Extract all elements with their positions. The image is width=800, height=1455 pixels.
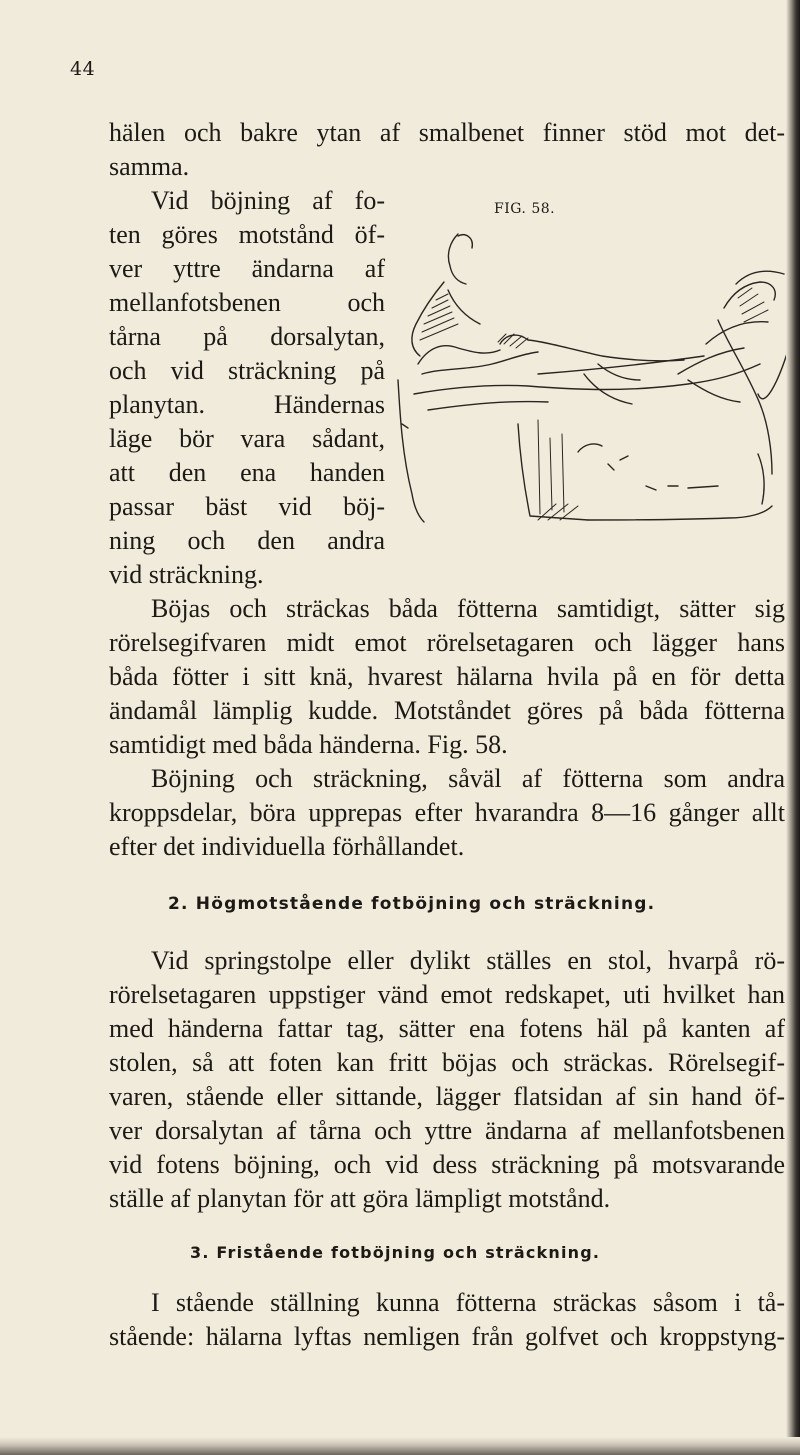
page-number: 44 bbox=[70, 58, 96, 80]
text-line: Böjas och sträckas båda fötterna samtidigt, sätter sig bbox=[151, 594, 785, 623]
text-line: rörelsetagaren uppstiger vänd emot redskapet, uti hvilket han bbox=[109, 980, 785, 1009]
section-heading: 3. Fristående fotböjning och sträckning. bbox=[190, 1243, 601, 1262]
text-line: mellanfotsbenen och bbox=[109, 288, 385, 317]
text-line: ändamål lämplig kudde. Motståndet göres på båda fötterna bbox=[109, 696, 785, 725]
figure-caption: FIG. 58. bbox=[494, 201, 556, 217]
page-bottom-shadow bbox=[0, 1437, 800, 1455]
text-line: stolen, så att foten kan fritt böjas och sträckas. Rörelsegif- bbox=[109, 1048, 785, 1077]
text-line: Böjning och sträckning, såväl af fötterna som andra bbox=[151, 764, 785, 793]
text-line: båda fötter i sitt knä, hvarest hälarna hvila på en för detta bbox=[109, 662, 785, 691]
text-line: ver dorsalytan af tårna och yttre ändarna af mellanfotsbenen bbox=[109, 1116, 785, 1145]
text-line: ten göres motstånd öf- bbox=[109, 220, 385, 249]
text-line: varen, stående eller sittande, lägger flatsidan af sin hand öf- bbox=[109, 1082, 785, 1111]
text-line: och vid sträckning på bbox=[109, 356, 385, 385]
text-line: stående: hälarna lyftas nemligen från golfvet och kroppstyng- bbox=[109, 1322, 785, 1351]
text-line: I stående ställning kunna fötterna sträckas såsom i tå- bbox=[151, 1288, 785, 1317]
text-line: samma. bbox=[109, 152, 190, 181]
text-line: planytan. Händernas bbox=[109, 390, 385, 419]
text-line: ställe af planytan för att göra lämpligt motstånd. bbox=[109, 1184, 611, 1213]
text-line: samtidigt med båda händerna. Fig. 58. bbox=[109, 730, 508, 759]
text-line: efter det individuella förhållandet. bbox=[109, 832, 465, 861]
text-line: Vid böjning af fo- bbox=[151, 186, 385, 215]
text-line: ning och den andra bbox=[109, 526, 385, 555]
figure-illustration bbox=[388, 224, 792, 528]
text-line: läge bör vara sådant, bbox=[109, 424, 385, 453]
text-line: med händerna fattar tag, sätter ena fotens häl på kanten af bbox=[109, 1014, 785, 1043]
text-line: passar bäst vid böj- bbox=[109, 492, 385, 521]
text-line: att den ena handen bbox=[109, 458, 385, 487]
text-line: kroppsdelar, böra upprepas efter hvarandra 8—16 gånger allt bbox=[109, 798, 785, 827]
text-line: hälen och bakre ytan af smalbenet finner stöd mot det- bbox=[109, 118, 785, 147]
text-line: vid sträckning. bbox=[109, 560, 264, 589]
section-heading: 2. Högmotstående fotböjning och sträckning. bbox=[168, 894, 656, 914]
text-line: vid fotens böjning, och vid dess sträckning på motsvarande bbox=[109, 1150, 785, 1179]
text-line: ver yttre ändarna af bbox=[109, 254, 385, 283]
text-line: Vid springstolpe eller dylikt ställes en stol, hvarpå rö- bbox=[151, 946, 785, 975]
text-line: tårna på dorsalytan, bbox=[109, 322, 385, 351]
page-edge-shadow bbox=[786, 0, 800, 1455]
text-line: rörelsegifvaren midt emot rörelsetagaren och lägger hans bbox=[109, 628, 785, 657]
